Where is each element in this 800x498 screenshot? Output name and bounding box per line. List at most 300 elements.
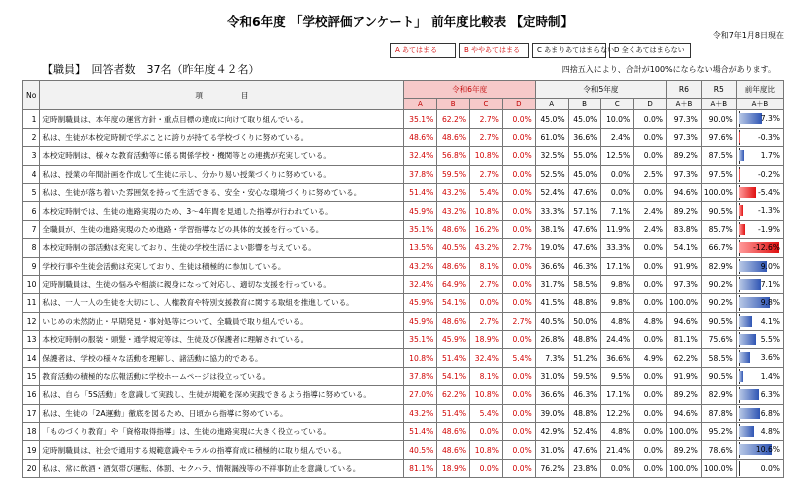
header-r6-d: D [502, 99, 535, 110]
diff-bar [739, 132, 740, 143]
r6-b-value: 59.5% [437, 165, 470, 183]
r6-d-value: 0.0% [502, 220, 535, 238]
table-row [23, 459, 784, 477]
row-item: 私は、生徒が落ち着いた雰囲気を持って生活できる、安全・安心な環境づくりに努めている。 [40, 183, 404, 201]
diff-cell [736, 128, 783, 146]
diff-cell [736, 459, 783, 477]
row-number: 15 [23, 367, 40, 385]
r6-b-value: 48.6% [437, 441, 470, 459]
diff-value: 1.4% [760, 371, 780, 381]
header-r5-b: B [568, 99, 601, 110]
r5-a-value: 31.0% [535, 367, 568, 385]
r5-d-value: 0.0% [634, 459, 667, 477]
diff-value: -1.9% [757, 224, 780, 234]
r5-a-value: 7.3% [535, 349, 568, 367]
r6-ab-value: 89.2% [667, 386, 702, 404]
r5-d-value: 0.0% [634, 294, 667, 312]
r5-a-value: 52.4% [535, 183, 568, 201]
diff-cell [736, 404, 783, 422]
table-row [23, 331, 784, 349]
r5-ab-value: 100.0% [701, 183, 736, 201]
r5-d-value: 4.8% [634, 312, 667, 330]
row-item: 保護者は、学校の様々な活動を理解し、諸活動に協力的である。 [40, 349, 404, 367]
r5-c-value: 9.5% [601, 367, 634, 385]
r5-d-value: 0.0% [634, 128, 667, 146]
row-number: 12 [23, 312, 40, 330]
r5-b-value: 45.0% [568, 165, 601, 183]
r6-ab-value: 100.0% [667, 459, 702, 477]
row-number: 10 [23, 275, 40, 293]
r6-c-value: 2.7% [470, 110, 503, 128]
row-item: 学校行事や生徒会活動は充実しており、生徒は積極的に参加している。 [40, 257, 404, 275]
r5-c-value: 4.8% [601, 312, 634, 330]
r6-a-value: 10.8% [404, 349, 437, 367]
row-item: 私は、授業の年間計画を作成して生徒に示し、分かり易い授業づくりに努めている。 [40, 165, 404, 183]
r5-ab-value: 87.5% [701, 147, 736, 165]
header-item: 項 目 [40, 81, 404, 110]
r6-b-value: 62.2% [437, 386, 470, 404]
diff-cell [736, 441, 783, 459]
r5-a-value: 19.0% [535, 239, 568, 257]
diff-cell [736, 386, 783, 404]
diff-value: 6.3% [760, 390, 780, 400]
r5-d-value: 2.4% [634, 220, 667, 238]
r5-a-value: 32.5% [535, 147, 568, 165]
r6-a-value: 37.8% [404, 165, 437, 183]
diff-bar [739, 113, 762, 124]
table-row [23, 294, 784, 312]
r6-a-value: 35.1% [404, 110, 437, 128]
r6-d-value: 0.0% [502, 423, 535, 441]
r5-ab-value: 90.5% [701, 202, 736, 220]
r5-b-value: 47.6% [568, 441, 601, 459]
diff-value: 9.0% [760, 261, 780, 271]
row-number: 18 [23, 423, 40, 441]
r5-d-value: 0.0% [634, 275, 667, 293]
r6-b-value: 56.8% [437, 147, 470, 165]
r5-ab-value: 87.8% [701, 404, 736, 422]
diff-value: 1.7% [760, 151, 780, 161]
r5-d-value: 0.0% [634, 257, 667, 275]
header-diff-ab: A＋B [736, 99, 783, 110]
r6-b-value: 54.1% [437, 294, 470, 312]
r6-b-value: 54.1% [437, 367, 470, 385]
r6-ab-value: 83.8% [667, 220, 702, 238]
r6-c-value: 8.1% [470, 257, 503, 275]
r5-d-value: 2.4% [634, 202, 667, 220]
r6-c-value: 2.7% [470, 275, 503, 293]
r6-d-value: 0.0% [502, 165, 535, 183]
diff-axis [739, 461, 740, 476]
r5-c-value: 17.1% [601, 257, 634, 275]
diff-value: -0.3% [757, 132, 780, 142]
table-row [23, 312, 784, 330]
r6-d-value: 0.0% [502, 147, 535, 165]
r5-d-value: 0.0% [634, 404, 667, 422]
r5-c-value: 0.0% [601, 459, 634, 477]
row-item: 本校定時制は、様々な教育活動等に係る関係学校・機関等との連携が充実している。 [40, 147, 404, 165]
diff-cell [736, 331, 783, 349]
r5-d-value: 0.0% [634, 423, 667, 441]
table-row [23, 147, 784, 165]
r5-b-value: 23.8% [568, 459, 601, 477]
r5-c-value: 12.5% [601, 147, 634, 165]
r6-c-value: 5.4% [470, 183, 503, 201]
diff-value: 5.5% [760, 335, 780, 345]
r5-a-value: 61.0% [535, 128, 568, 146]
r5-b-value: 55.0% [568, 147, 601, 165]
r6-b-value: 48.6% [437, 128, 470, 146]
diff-cell [736, 257, 783, 275]
row-item: 本校定時制では、生徒の進路実現のため、3～4年間を見通した指導が行われている。 [40, 202, 404, 220]
r6-d-value: 0.0% [502, 367, 535, 385]
r6-c-value: 43.2% [470, 239, 503, 257]
r6-c-value: 0.0% [470, 423, 503, 441]
staff-respondents: 【職員】 回答者数 37名（昨年度４２名） [42, 63, 260, 76]
r6-ab-value: 91.9% [667, 367, 702, 385]
row-number: 6 [23, 202, 40, 220]
r6-d-value: 0.0% [502, 128, 535, 146]
diff-value: -0.2% [757, 169, 780, 179]
r5-ab-value: 97.5% [701, 165, 736, 183]
r5-c-value: 0.0% [601, 183, 634, 201]
r6-c-value: 5.4% [470, 404, 503, 422]
r6-c-value: 0.0% [470, 459, 503, 477]
r6-b-value: 43.2% [437, 183, 470, 201]
r5-ab-value: 58.5% [701, 349, 736, 367]
table-row [23, 165, 784, 183]
table-row [23, 367, 784, 385]
r5-ab-value: 97.6% [701, 128, 736, 146]
diff-value: 0.0% [760, 463, 780, 473]
r5-d-value: 0.0% [634, 441, 667, 459]
r6-c-value: 10.8% [470, 441, 503, 459]
row-item: 定時制職員は、社会で通用する規範意識やモラルの指導育成に積極的に取り組んでいる。 [40, 441, 404, 459]
legend-d: D 全くあてはまらない [609, 43, 691, 58]
r5-a-value: 41.5% [535, 294, 568, 312]
row-item: 全職員が、生徒の進路実現のため進路・学習指導などの具体的支援を行っている。 [40, 220, 404, 238]
header-r6-b: B [437, 99, 470, 110]
r6-d-value: 0.0% [502, 110, 535, 128]
row-item: 私は、自ら「5S活動」を意識して実践し、生徒が規範を深め実践できるよう指導に努めている。 [40, 386, 404, 404]
diff-bar [739, 279, 762, 290]
diff-bar [739, 316, 752, 327]
diff-value: -1.3% [757, 206, 780, 216]
r5-c-value: 12.2% [601, 404, 634, 422]
r5-ab-value: 78.6% [701, 441, 736, 459]
diff-bar [739, 150, 744, 161]
r5-a-value: 26.8% [535, 331, 568, 349]
r6-ab-value: 94.6% [667, 183, 702, 201]
row-item: 教育活動の積極的な広報活動に学校ホームページは役立っている。 [40, 367, 404, 385]
row-number: 3 [23, 147, 40, 165]
header-r6-short: R6 [667, 81, 702, 99]
r6-a-value: 51.4% [404, 423, 437, 441]
table-row [23, 423, 784, 441]
row-number: 8 [23, 239, 40, 257]
r5-c-value: 7.1% [601, 202, 634, 220]
diff-cell [736, 239, 783, 257]
r5-a-value: 31.0% [535, 441, 568, 459]
legend-a: A あてはまる [390, 43, 456, 58]
r6-ab-value: 91.9% [667, 257, 702, 275]
r5-b-value: 45.0% [568, 110, 601, 128]
row-item: 定時制職員は、本年度の運営方針・重点目標の達成に向けて取り組んでいる。 [40, 110, 404, 128]
row-number: 13 [23, 331, 40, 349]
diff-bar [739, 187, 756, 198]
r5-b-value: 52.4% [568, 423, 601, 441]
table-row [23, 202, 784, 220]
r5-b-value: 36.6% [568, 128, 601, 146]
r5-b-value: 48.8% [568, 331, 601, 349]
r5-c-value: 4.8% [601, 423, 634, 441]
r5-ab-value: 90.2% [701, 294, 736, 312]
r6-b-value: 45.9% [437, 331, 470, 349]
r6-c-value: 32.4% [470, 349, 503, 367]
r5-c-value: 2.4% [601, 128, 634, 146]
r5-a-value: 36.6% [535, 386, 568, 404]
r6-a-value: 51.4% [404, 183, 437, 201]
r5-b-value: 47.6% [568, 183, 601, 201]
r6-d-value: 0.0% [502, 386, 535, 404]
r6-ab-value: 62.2% [667, 349, 702, 367]
header-r5-ab: A＋B [701, 99, 736, 110]
diff-value: 10.6% [755, 445, 780, 455]
row-item: 私は、常に飲酒・酒気帯び運転、体罰、セクハラ、情報漏洩等の不祥事防止を意識している。 [40, 459, 404, 477]
r6-c-value: 2.7% [470, 165, 503, 183]
row-item: 本校定時制の部活動は充実しており、生徒の学校生活によい影響を与えている。 [40, 239, 404, 257]
row-number: 17 [23, 404, 40, 422]
diff-bar [739, 426, 754, 437]
r6-d-value: 2.7% [502, 239, 535, 257]
r5-ab-value: 90.5% [701, 367, 736, 385]
r6-a-value: 35.1% [404, 220, 437, 238]
r5-d-value: 0.0% [634, 147, 667, 165]
r5-ab-value: 82.9% [701, 257, 736, 275]
row-item: いじめの未然防止・早期発見・事対処等について、全職員で取り組んでいる。 [40, 312, 404, 330]
header-r5-short: R5 [701, 81, 736, 99]
r5-ab-value: 90.2% [701, 275, 736, 293]
r5-d-value: 0.0% [634, 386, 667, 404]
r6-d-value: 0.0% [502, 257, 535, 275]
r6-c-value: 0.0% [470, 294, 503, 312]
r6-b-value: 51.4% [437, 349, 470, 367]
r6-ab-value: 97.3% [667, 110, 702, 128]
r5-c-value: 10.0% [601, 110, 634, 128]
row-number: 5 [23, 183, 40, 201]
r5-c-value: 17.1% [601, 386, 634, 404]
r5-ab-value: 85.7% [701, 220, 736, 238]
r6-b-value: 51.4% [437, 404, 470, 422]
r5-ab-value: 90.5% [701, 312, 736, 330]
r5-d-value: 4.9% [634, 349, 667, 367]
row-item: 本校定時制の服装・頭髪・通学規定等は、生徒及び保護者に理解されている。 [40, 331, 404, 349]
r6-c-value: 16.2% [470, 220, 503, 238]
comparison-table [22, 80, 784, 478]
r6-ab-value: 100.0% [667, 423, 702, 441]
r5-b-value: 46.3% [568, 257, 601, 275]
r6-ab-value: 89.2% [667, 441, 702, 459]
diff-value: -5.4% [757, 187, 780, 197]
r5-ab-value: 82.9% [701, 386, 736, 404]
row-item: 私は、一人一人の生徒を大切にし、人権教育や特別支援教育に関する取組を推進している。 [40, 294, 404, 312]
diff-cell [736, 202, 783, 220]
r5-b-value: 47.6% [568, 220, 601, 238]
header-r6-c: C [470, 99, 503, 110]
row-number: 2 [23, 128, 40, 146]
r6-b-value: 43.2% [437, 202, 470, 220]
r6-ab-value: 54.1% [667, 239, 702, 257]
header-r5: 令和5年度 [535, 81, 666, 99]
r6-b-value: 48.6% [437, 257, 470, 275]
r6-ab-value: 89.2% [667, 147, 702, 165]
header-r5-a: A [535, 99, 568, 110]
r6-ab-value: 94.6% [667, 312, 702, 330]
table-row [23, 275, 784, 293]
r5-c-value: 36.6% [601, 349, 634, 367]
diff-bar [739, 352, 750, 363]
table-row [23, 110, 784, 128]
r6-ab-value: 89.2% [667, 202, 702, 220]
r6-a-value: 32.4% [404, 147, 437, 165]
r6-ab-value: 100.0% [667, 294, 702, 312]
diff-cell [736, 423, 783, 441]
row-number: 1 [23, 110, 40, 128]
r5-d-value: 0.0% [634, 183, 667, 201]
r6-ab-value: 97.3% [667, 128, 702, 146]
r5-a-value: 39.0% [535, 404, 568, 422]
r6-d-value: 0.0% [502, 404, 535, 422]
r5-b-value: 48.8% [568, 294, 601, 312]
r5-c-value: 24.4% [601, 331, 634, 349]
table-row [23, 386, 784, 404]
row-item: 私は、生徒が本校定時制で学ぶことに誇りが持てる学校づくりに努めている。 [40, 128, 404, 146]
r6-b-value: 64.9% [437, 275, 470, 293]
table-row [23, 239, 784, 257]
diff-value: 4.8% [760, 427, 780, 437]
diff-value: 4.1% [760, 316, 780, 326]
diff-cell [736, 294, 783, 312]
r5-c-value: 11.9% [601, 220, 634, 238]
header-r5-c: C [601, 99, 634, 110]
r5-b-value: 48.8% [568, 404, 601, 422]
header-r6-ab: A＋B [667, 99, 702, 110]
r6-ab-value: 97.3% [667, 275, 702, 293]
r6-b-value: 62.2% [437, 110, 470, 128]
r5-b-value: 57.1% [568, 202, 601, 220]
r5-a-value: 38.1% [535, 220, 568, 238]
r6-d-value: 0.0% [502, 183, 535, 201]
row-number: 7 [23, 220, 40, 238]
r5-ab-value: 75.6% [701, 331, 736, 349]
r6-a-value: 45.9% [404, 312, 437, 330]
r6-b-value: 18.9% [437, 459, 470, 477]
diff-bar [739, 205, 743, 216]
table-row [23, 183, 784, 201]
table-row [23, 349, 784, 367]
r6-b-value: 48.6% [437, 312, 470, 330]
r6-d-value: 0.0% [502, 275, 535, 293]
r5-c-value: 9.8% [601, 275, 634, 293]
diff-value: -12.6% [753, 243, 780, 253]
r5-d-value: 0.0% [634, 239, 667, 257]
row-number: 14 [23, 349, 40, 367]
r5-a-value: 45.0% [535, 110, 568, 128]
table-row [23, 128, 784, 146]
diff-cell [736, 312, 783, 330]
diff-cell [736, 110, 783, 128]
r6-d-value: 0.0% [502, 441, 535, 459]
r6-c-value: 10.8% [470, 202, 503, 220]
r6-a-value: 43.2% [404, 257, 437, 275]
r6-a-value: 32.4% [404, 275, 437, 293]
diff-value: 9.8% [760, 298, 780, 308]
row-number: 11 [23, 294, 40, 312]
r5-d-value: 0.0% [634, 110, 667, 128]
r5-b-value: 59.5% [568, 367, 601, 385]
rounding-note: 四捨五入により、合計が100%にならない場合があります。 [561, 65, 776, 74]
r6-a-value: 40.5% [404, 441, 437, 459]
r5-a-value: 33.3% [535, 202, 568, 220]
r5-d-value: 0.0% [634, 367, 667, 385]
r6-d-value: 0.0% [502, 331, 535, 349]
r5-b-value: 58.5% [568, 275, 601, 293]
r6-ab-value: 97.3% [667, 165, 702, 183]
r6-a-value: 81.1% [404, 459, 437, 477]
r5-b-value: 50.0% [568, 312, 601, 330]
r6-b-value: 48.6% [437, 220, 470, 238]
row-number: 19 [23, 441, 40, 459]
diff-bar [739, 389, 759, 400]
row-item: 定時制職員は、生徒の悩みや相談に親身になって対応し、適切な支援を行っている。 [40, 275, 404, 293]
r5-c-value: 33.3% [601, 239, 634, 257]
r5-c-value: 0.0% [601, 165, 634, 183]
table-row [23, 441, 784, 459]
r6-a-value: 48.6% [404, 128, 437, 146]
r5-ab-value: 66.7% [701, 239, 736, 257]
r6-d-value: 0.0% [502, 294, 535, 312]
table-row [23, 404, 784, 422]
r6-a-value: 43.2% [404, 404, 437, 422]
diff-cell [736, 147, 783, 165]
r6-c-value: 10.8% [470, 147, 503, 165]
r6-c-value: 10.8% [470, 386, 503, 404]
diff-value: 3.6% [760, 353, 780, 363]
answer-legend [390, 43, 691, 58]
row-number: 9 [23, 257, 40, 275]
r6-c-value: 2.7% [470, 312, 503, 330]
row-number: 20 [23, 459, 40, 477]
r6-a-value: 27.0% [404, 386, 437, 404]
r6-c-value: 18.9% [470, 331, 503, 349]
r6-d-value: 0.0% [502, 459, 535, 477]
r6-a-value: 37.8% [404, 367, 437, 385]
header-r6: 令和6年度 [404, 81, 535, 99]
r6-a-value: 45.9% [404, 294, 437, 312]
diff-value: 7.1% [760, 279, 780, 289]
header-r5-d: D [634, 99, 667, 110]
r5-c-value: 21.4% [601, 441, 634, 459]
header-diff: 前年度比 [736, 81, 783, 99]
r6-d-value: 0.0% [502, 202, 535, 220]
r5-b-value: 51.2% [568, 349, 601, 367]
diff-cell [736, 165, 783, 183]
legend-c: C あまりあてはまらない [532, 43, 606, 58]
diff-cell [736, 183, 783, 201]
r6-d-value: 5.4% [502, 349, 535, 367]
row-item: 「ものづくり教育」や「資格取得指導」は、生徒の進路実現に大きく役立っている。 [40, 423, 404, 441]
diff-bar [739, 224, 745, 235]
